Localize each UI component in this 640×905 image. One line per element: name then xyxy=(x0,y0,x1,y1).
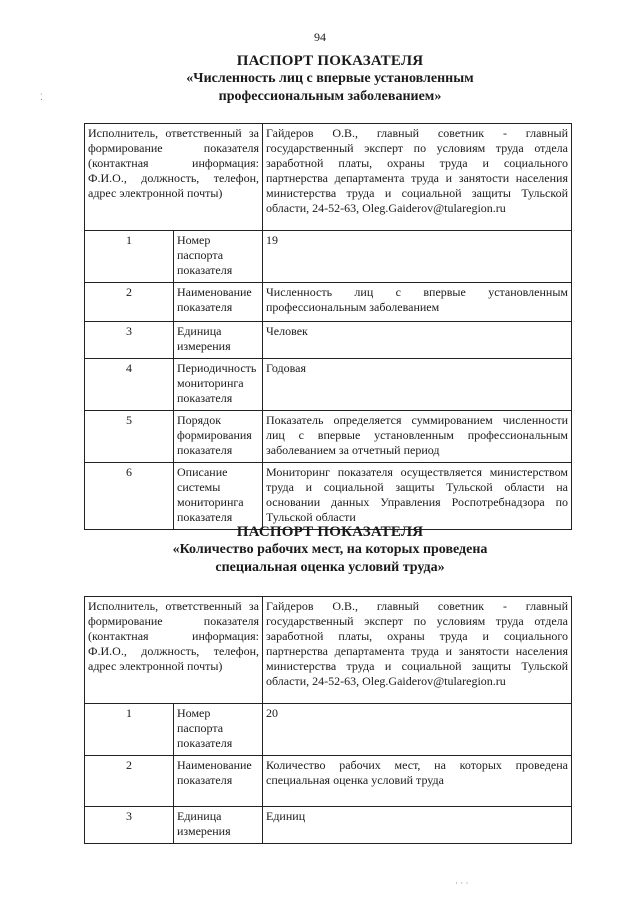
row-value: Мониторинг показателя осуществляется министерством труда и социальной защиты Тульской области на основании данных Управления Роспотребнадзора по Тульской области xyxy=(263,463,572,530)
passport-1-title-line-2: профессиональным заболеванием» xyxy=(218,89,442,104)
row-label: Порядок формирования показателя xyxy=(174,411,263,463)
page-number: 94 xyxy=(314,30,326,44)
row-value: 20 xyxy=(263,704,572,756)
row-value: Единиц xyxy=(263,807,572,844)
executor-value: Гайдеров О.В., главный советник - главный государственный эксперт по условиям труда отдела заработной платы, охраны труда и социального партнерства департамента труда и занятости населения министерства труда и социальной защиты Тульской области, 24-52-63, Oleg.Gaiderov@tularegion.ru xyxy=(263,597,572,704)
row-number: 3 xyxy=(85,807,174,844)
row-value: Годовая xyxy=(263,359,572,411)
row-label: Периодичность мониторинга показателя xyxy=(174,359,263,411)
row-value: Количество рабочих мест, на которых проведена специальная оценка условий труда xyxy=(263,756,572,807)
table-row xyxy=(85,463,572,530)
row-label: Единица измерения xyxy=(174,807,263,844)
row-number: 5 xyxy=(85,411,174,463)
executor-label: Исполнитель, ответственный за формирование показателя (контактная информация: Ф.И.О., должность, телефон, адрес электронной почты) xyxy=(85,597,263,704)
row-label: Описание системы мониторинга показателя xyxy=(174,463,263,530)
passport-1-title xyxy=(90,52,570,106)
row-value: Человек xyxy=(263,322,572,359)
row-number: 4 xyxy=(85,359,174,411)
row-label: Номер паспорта показателя xyxy=(174,704,263,756)
row-label: Единица измерения xyxy=(174,322,263,359)
table-row xyxy=(85,283,572,322)
row-label: Наименование показателя xyxy=(174,283,263,322)
row-value: 19 xyxy=(263,231,572,283)
table-row xyxy=(85,411,572,463)
table-row xyxy=(85,231,572,283)
row-number: 6 xyxy=(85,463,174,530)
passport-1-title-line-1: «Численность лиц с впервые установленным xyxy=(186,71,474,86)
table-row xyxy=(85,756,572,807)
passport-2-title xyxy=(90,523,570,577)
executor-label: Исполнитель, ответственный за формирование показателя (контактная информация: Ф.И.О., должность, телефон, адрес электронной почты) xyxy=(85,124,263,231)
row-value: Показатель определяется суммированием численности лиц с впервые установленным профессиональным заболеванием за отчетный период xyxy=(263,411,572,463)
table-row xyxy=(85,359,572,411)
passport-2-table xyxy=(84,596,572,844)
row-number: 1 xyxy=(85,704,174,756)
table-row xyxy=(85,704,572,756)
row-value: Численность лиц с впервые установленным профессиональным заболеванием xyxy=(263,283,572,322)
passport-2-heading: ПАСПОРТ ПОКАЗАТЕЛЯ xyxy=(236,524,424,540)
passport-1-table xyxy=(84,123,572,530)
table-row xyxy=(85,322,572,359)
row-number: 2 xyxy=(85,283,174,322)
row-number: 3 xyxy=(85,322,174,359)
executor-value: Гайдеров О.В., главный советник - главный государственный эксперт по условиям труда отдела заработной платы, охраны труда и социального партнерства департамента труда и занятости населения министерства труда и социальной защиты Тульской области, 24-52-63, Oleg.Gaiderov@tularegion.ru xyxy=(263,124,572,231)
executor-row xyxy=(85,597,572,704)
scan-artifact: ⁚ xyxy=(40,92,43,102)
row-number: 1 xyxy=(85,231,174,283)
row-number: 2 xyxy=(85,756,174,807)
executor-row xyxy=(85,124,572,231)
scan-artifact: · · · xyxy=(455,878,469,888)
row-label: Номер паспорта показателя xyxy=(174,231,263,283)
table-row xyxy=(85,807,572,844)
row-label: Наименование показателя xyxy=(174,756,263,807)
passport-1-heading: ПАСПОРТ ПОКАЗАТЕЛЯ xyxy=(236,53,424,69)
passport-2-title-line-2: специальная оценка условий труда» xyxy=(215,560,445,575)
passport-2-title-line-1: «Количество рабочих мест, на которых проведена xyxy=(172,542,488,557)
